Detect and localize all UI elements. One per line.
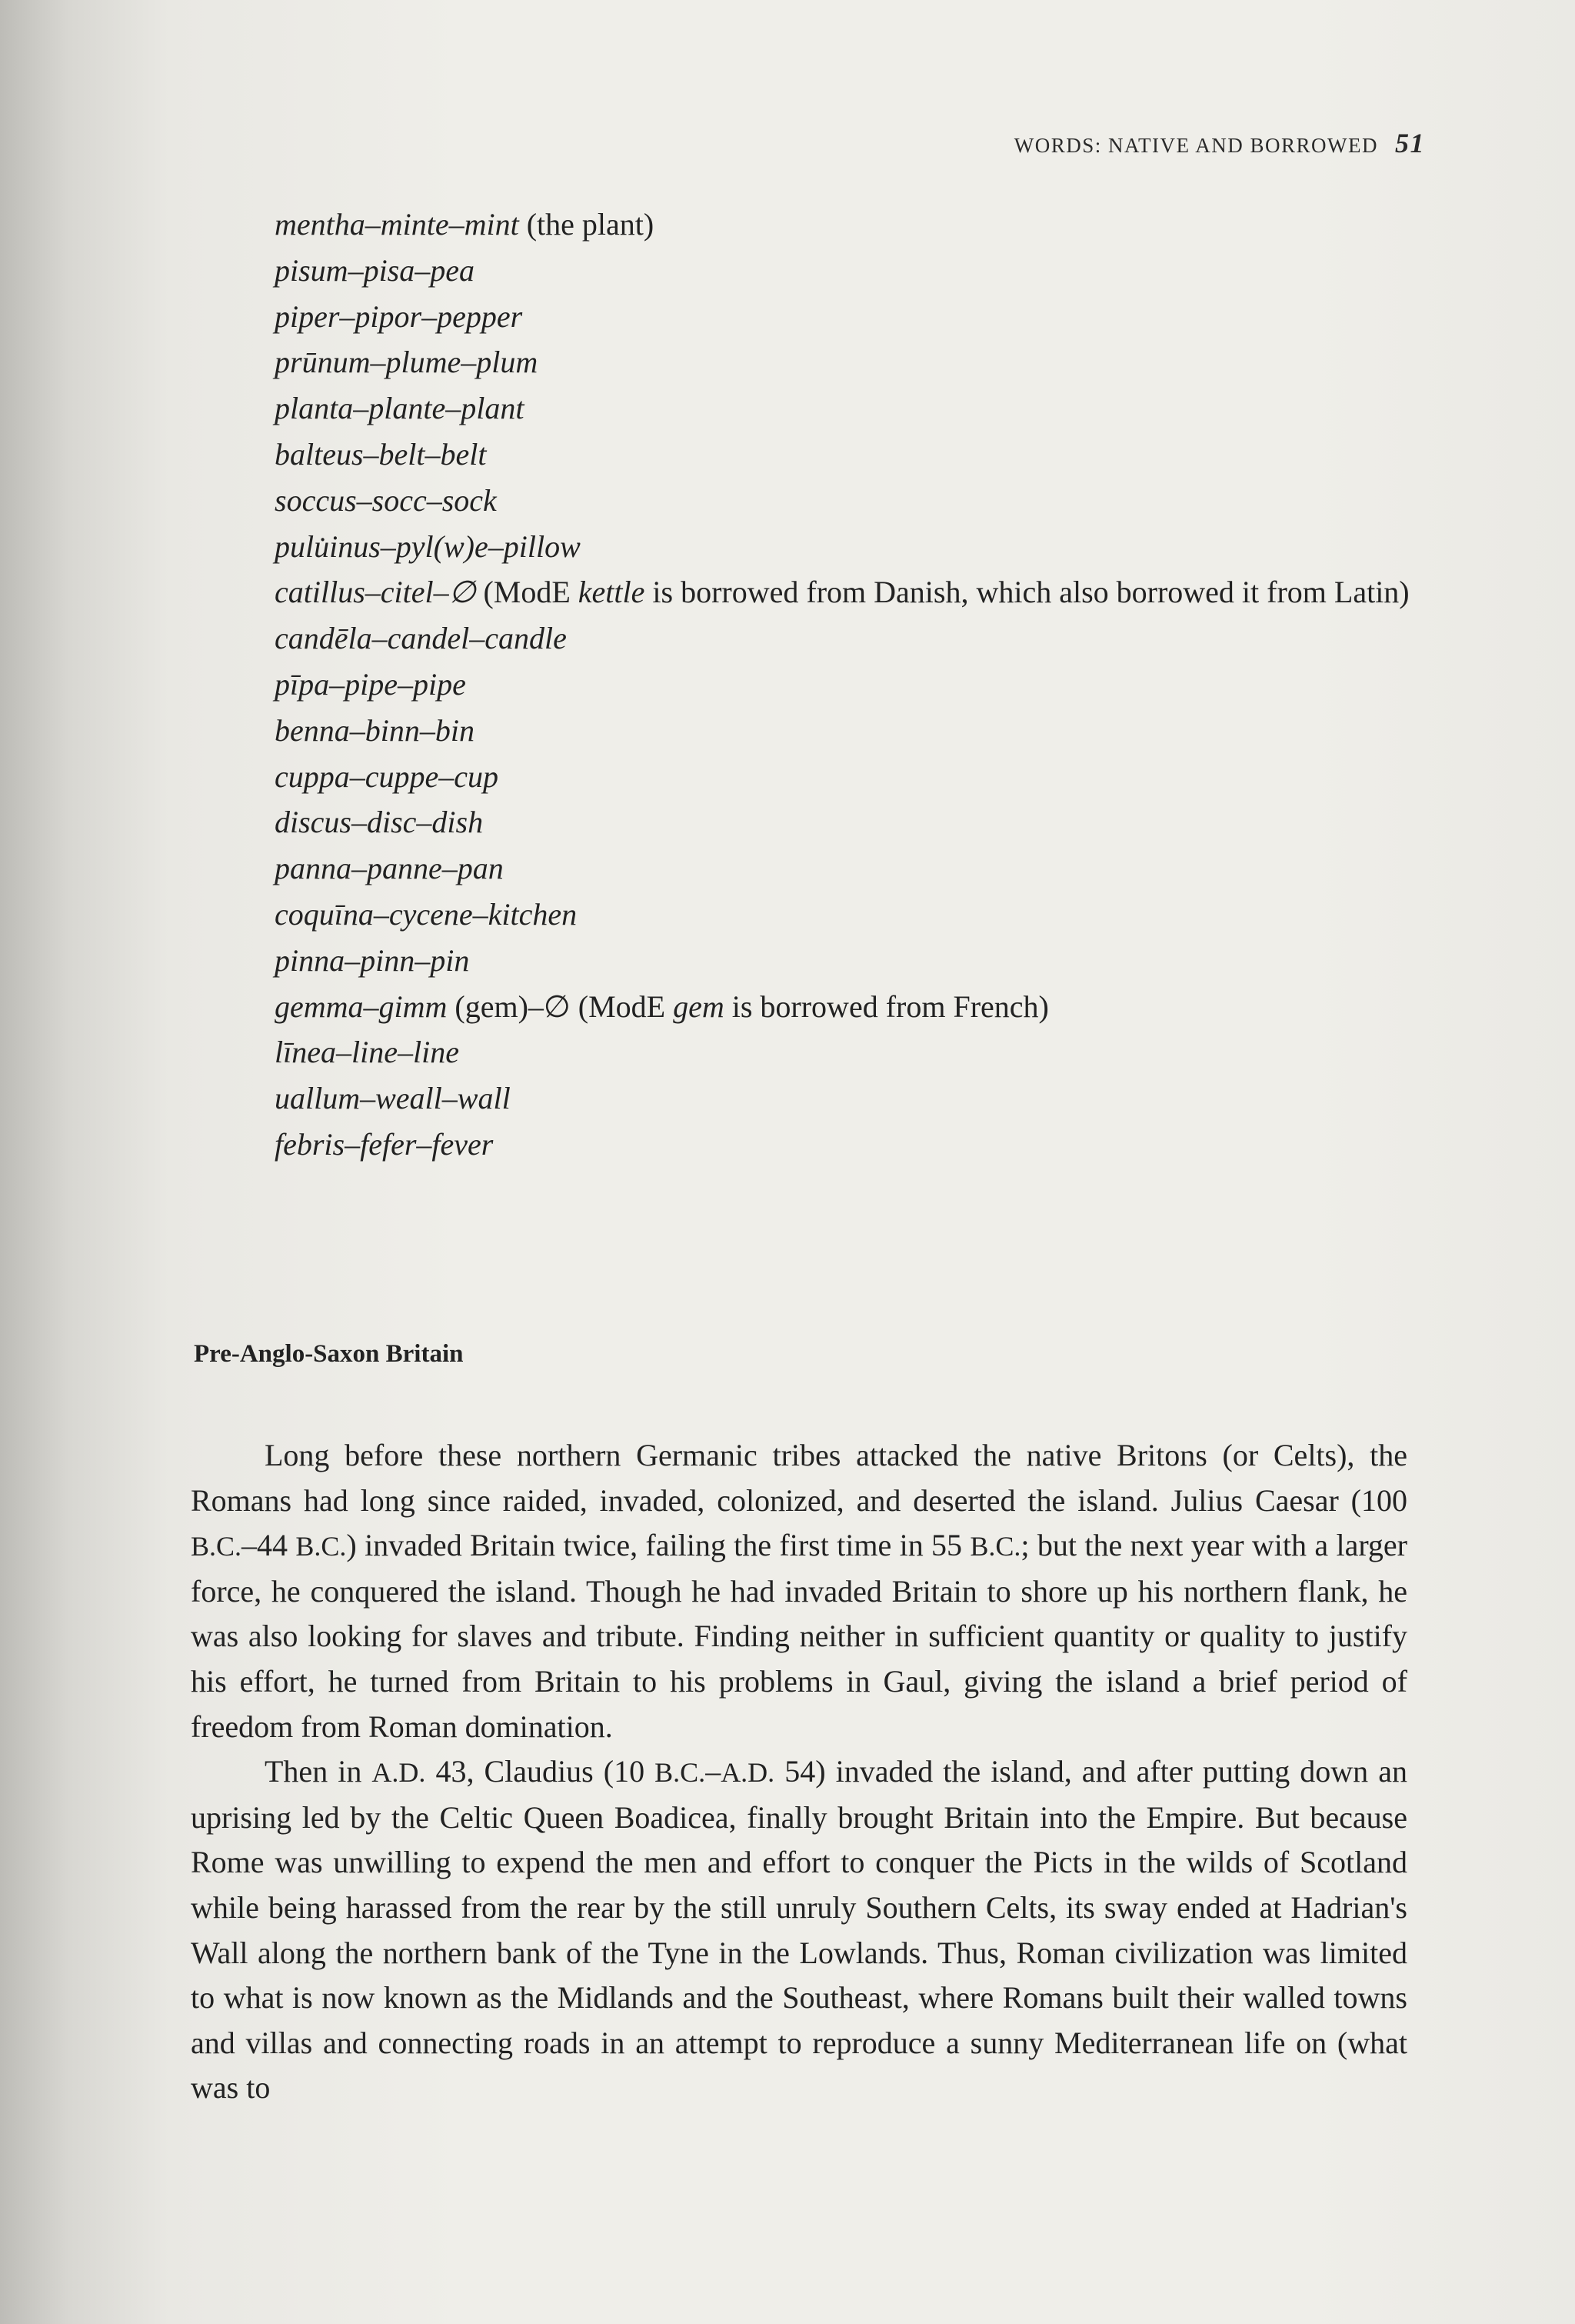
list-item: coquīna–cycene–kitchen bbox=[275, 896, 578, 932]
list-item: planta–plante–plant bbox=[275, 391, 524, 426]
list-item: soccus–socc–sock bbox=[275, 482, 497, 518]
list-item: candēla–candel–candle bbox=[275, 621, 567, 656]
list-item: piper–pipor–pepper bbox=[275, 298, 523, 334]
list-item: pisum–pisa–pea bbox=[275, 252, 474, 288]
page-number: 51 bbox=[1395, 128, 1425, 158]
list-item: balteus–belt–belt bbox=[275, 436, 487, 472]
list-item: panna–panne–pan bbox=[275, 851, 504, 886]
list-item: gemma–gimm (gem)–∅ (ModE gem is borrowed from French) bbox=[275, 989, 1049, 1024]
section-heading: Pre-Anglo-Saxon Britain bbox=[194, 1340, 464, 1368]
list-item: febris–fefer–fever bbox=[275, 1126, 494, 1162]
list-item: discus–disc–dish bbox=[275, 805, 484, 840]
list-item: prūnum–plume–plum bbox=[275, 345, 538, 380]
list-item: mentha–minte–mint (the plant) bbox=[275, 207, 654, 242]
list-item: cuppa–cuppe–cup bbox=[275, 759, 499, 794]
list-item: pulu̇inus–pyl(w)e–pillow bbox=[275, 528, 581, 564]
list-item: uallum–weall–wall bbox=[275, 1081, 511, 1116]
paragraph-1: Long before these northern Germanic tribes attacked the native Britons (or Celts), the Romans had long since raided, invaded, colonized, and deserted the island. Julius Caesar (100 B.C.–44 B.C.) invaded Britain twice, failing the first time in 55 B.C.; but the next year with a larger force, he conquered the island. Though he had invaded Britain to shore up his northern flank, he was also looking for slaves and tribute. Finding neither in sufficient quantity or quality to justify his effort, he turned from Britain to his problems in Gaul, giving the island a brief period of freedom from Roman domination. bbox=[191, 1438, 1407, 1744]
list-item: pīpa–pipe–pipe bbox=[275, 666, 466, 702]
paragraph-2: Then in A.D. 43, Claudius (10 B.C.–A.D. 54) invaded the island, and after putting down an uprising led by the Celtic Queen Boadicea, finally brought Britain into the Empire. But because Rome was unwilling to expend the men and effort to conquer the Picts in the wilds of Scotland while being harassed from the rear by the still unruly Southern Celts, its sway ended at Hadrian's Wall along the northern bank of the Tyne in the Lowlands. Thus, Roman civilization was limited to what is now known as the Midlands and the Southeast, where Romans built their walled towns and villas and connecting roads in an attempt to reproduce a sunny Mediterranean life on (what was to bbox=[191, 1754, 1407, 2106]
borrowed-word-list bbox=[275, 202, 1424, 1168]
list-item: pinna–pinn–pin bbox=[275, 942, 470, 978]
list-item: benna–binn–bin bbox=[275, 712, 474, 748]
list-item: catillus–citel–∅ (ModE kettle is borrowed from Danish, which also borrowed it from Latin) bbox=[275, 575, 1410, 610]
running-head bbox=[1014, 127, 1425, 159]
section-body bbox=[191, 1433, 1407, 2111]
list-item: līnea–line–line bbox=[275, 1035, 459, 1070]
running-head-title: WORDS: NATIVE AND BORROWED bbox=[1014, 134, 1378, 157]
